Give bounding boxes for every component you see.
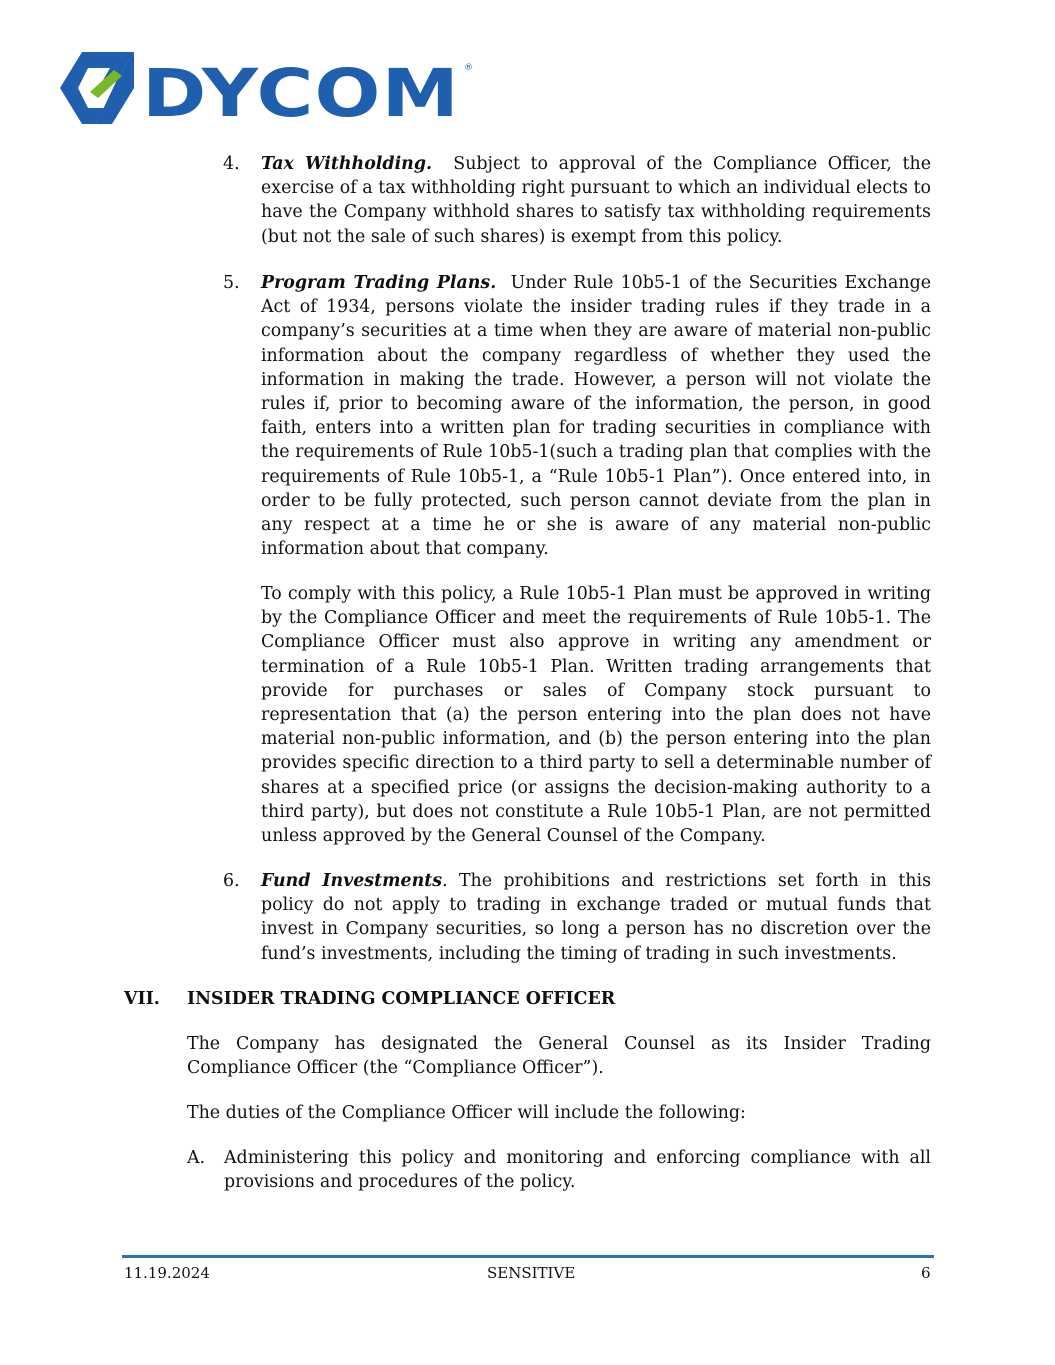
footer-date: 11.19.2024 [124,1264,210,1282]
item-body: Subject to approval of the Compliance Officer, the exercise of a tax withholding right pursuant to which an individual elects to have the Company withhold shares to satisfy tax withholding requirements (but not the sale of such shares) is exempt from this policy. [261,154,931,247]
item-title: Fund Investments [261,871,443,891]
dycom-logo [56,52,476,124]
item-program-trading-plans-para2: To comply with this policy, a Rule 10b5-1 Plan must be approved in writing by the Compliance Officer and meet the requirements of Rule 10b5-1. The Compliance Officer must also approve in writing any amendment or termination of a Rule 10b5-1 Plan. Written trading arrangements that provide for purchases or sales of Company stock pursuant to representation that (a) the person entering into the plan does not have material non-public information, and (b) the person entering into the plan provides specific direction to a third party to sell a determinable number of shares at a specified price (or assigns the decision-making authority to a third party), but does not constitute a Rule 10b5-1 Plan, are not permitted unless approved by the General Counsel of the Company. [261,584,931,847]
footer-page-number: 6 [921,1264,931,1282]
item-title: Program Trading Plans. [261,273,497,293]
logo-registered-mark: ® [464,63,473,73]
item-body: Under Rule 10b5-1 of the Securities Exchange Act of 1934, persons violate the insider trading rules if they trade in a company’s securities at a time when they are aware of material non-public information about the company regardless of whether they used the information in making the trade. However, a person will not violate the rules if, prior to becoming aware of the information, the person, in good faith, enters into a written plan for trading securities in compliance with the requirements of Rule 10b5-1(such a trading plan that complies with the requirements of Rule 10b5-1, a “Rule 10b5-1 Plan”). Once entered into, in order to be fully protected, such person cannot deviate from the plan in any respect at a time he or she is aware of any material non-public information about that company. [261,273,931,560]
list-letter: A. [187,1148,206,1168]
item-number: 6. [223,871,240,891]
item-body: . The prohibitions and restrictions set forth in this policy do not apply to trading in exchange traded or mutual funds that invest in Company securities, so long a person has no discretion over the fund’s investments, including the timing of trading in such investments. [261,871,931,964]
section-numeral: VII. [124,989,160,1009]
item-fund-investments [261,869,931,966]
section-heading: INSIDER TRADING COMPLIANCE OFFICER [187,989,616,1009]
logo-wordmark: DYCOM [142,55,460,124]
footer-divider [122,1255,934,1258]
footer-classification: SENSITIVE [487,1264,576,1282]
section-paragraph: The Company has designated the General Counsel as its Insider Trading Compliance Officer (the “Compliance Officer”). [187,1034,931,1079]
item-tax-withholding [261,152,931,249]
item-title: Tax Withholding. [261,154,433,174]
section-paragraph: The duties of the Compliance Officer will include the following: [187,1103,746,1123]
item-number: 4. [223,154,240,174]
item-number: 5. [223,273,240,293]
item-program-trading-plans [261,271,931,561]
list-item: Administering this policy and monitoring and enforcing compliance with all provisions and procedures of the policy. [224,1148,931,1193]
